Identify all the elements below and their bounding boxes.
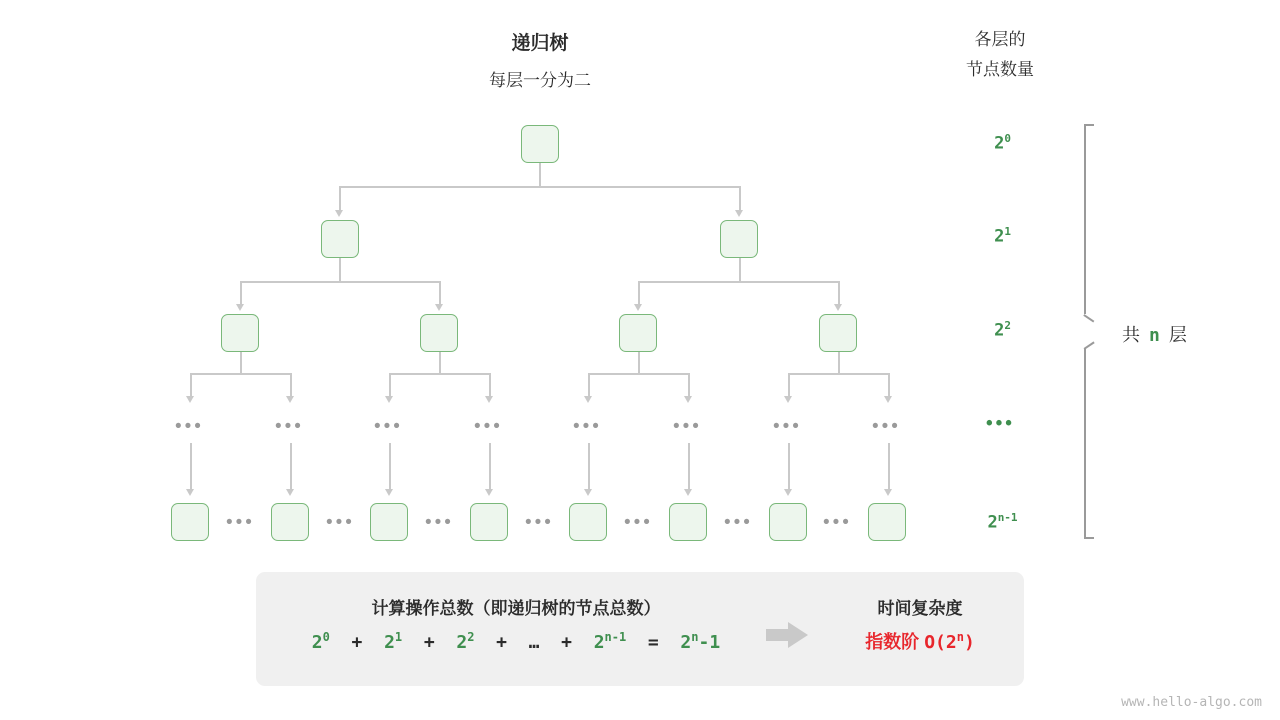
summary-right-value [816, 628, 1024, 654]
edge-arrow [435, 304, 443, 311]
brace-part [1084, 124, 1086, 314]
edge-line [290, 373, 292, 397]
tree-node [370, 503, 408, 541]
complexity-bigo: O(2$^n$) [924, 630, 975, 653]
brace-part [1084, 341, 1095, 349]
edge-line [739, 186, 741, 212]
right-header-line2: 节点数量 [966, 60, 1034, 79]
formula-equals: = [637, 632, 670, 653]
brace-part [1084, 124, 1094, 126]
edge-line [389, 373, 391, 397]
edge-line [190, 373, 290, 375]
edge-line [588, 373, 590, 397]
tree-node [619, 314, 657, 352]
edge-line [240, 281, 440, 283]
summary-formula [256, 630, 776, 653]
edge-arrow [186, 489, 194, 496]
level-count-exp: 2 [1004, 319, 1011, 332]
brace-part [1084, 537, 1094, 539]
edge-line [838, 352, 840, 374]
level-count-last [945, 511, 1060, 533]
edge-line [190, 443, 192, 491]
ellipsis: ••• [275, 416, 304, 437]
ellipsis: ••• [872, 416, 901, 437]
complexity-prefix: 指数阶 [865, 632, 920, 652]
brace-part [1084, 348, 1086, 538]
edge-line [638, 352, 640, 374]
level-count-2 [945, 319, 1060, 341]
total-layers-prefix: 共 [1122, 325, 1142, 345]
edge-arrow [884, 489, 892, 496]
edge-line [588, 373, 688, 375]
edge-line [439, 281, 441, 306]
level-count-1 [945, 225, 1060, 247]
edge-line [290, 443, 292, 491]
edge-line [389, 373, 489, 375]
tree-node [769, 503, 807, 541]
edge-line [638, 281, 838, 283]
page-subtitle: 每层一分为二 [489, 71, 591, 90]
edge-line [888, 373, 890, 397]
formula-term-0: $2^0$ [311, 630, 330, 653]
formula-term-2: $2^2$ [456, 630, 475, 653]
ellipsis: ••• [724, 512, 753, 533]
ellipsis: ••• [573, 416, 602, 437]
tree-node [271, 503, 309, 541]
formula-plus: + [340, 632, 374, 653]
ellipsis: ••• [175, 416, 204, 437]
ellipsis: ••• [425, 512, 454, 533]
edge-line [389, 443, 391, 491]
edge-arrow [584, 489, 592, 496]
edge-arrow [684, 489, 692, 496]
edge-line [788, 443, 790, 491]
total-layers-suffix: 层 [1168, 325, 1189, 345]
edge-arrow [884, 396, 892, 403]
edge-line [788, 373, 790, 397]
edge-arrow [385, 396, 393, 403]
level-count-base: 2 [994, 133, 1005, 154]
edge-line [638, 281, 640, 306]
edge-arrow [834, 304, 842, 311]
level-count-base: 2 [994, 320, 1005, 341]
ellipsis: ••• [624, 512, 653, 533]
edge-line [888, 443, 890, 491]
edge-arrow [286, 396, 294, 403]
summary-left-title: 计算操作总数（即递归树的节点总数） [371, 599, 661, 618]
edge-arrow [186, 396, 194, 403]
edge-arrow [385, 489, 393, 496]
level-count-exp: n-1 [997, 511, 1018, 524]
formula-term-1: $2^1$ [384, 630, 403, 653]
ellipsis: ••• [326, 512, 355, 533]
edge-line [688, 373, 690, 397]
tree-node [221, 314, 259, 352]
tree-node [470, 503, 508, 541]
tree-node [420, 314, 458, 352]
edge-arrow [236, 304, 244, 311]
edge-line [739, 258, 741, 282]
edge-arrow [335, 210, 343, 217]
arrow-right-icon [766, 622, 810, 648]
formula-term-ellipsis: … [528, 632, 540, 653]
level-count-base: 2 [994, 226, 1005, 247]
page-title: 递归树 [511, 33, 569, 54]
brace-part [1084, 314, 1095, 322]
edge-line [539, 163, 541, 187]
summary-right-title: 时间复杂度 [877, 599, 963, 618]
total-layers-label [1122, 321, 1189, 347]
edge-line [489, 373, 491, 397]
summary-panel [256, 572, 1024, 686]
edge-arrow [485, 489, 493, 496]
edge-arrow [784, 489, 792, 496]
edge-arrow [735, 210, 743, 217]
edge-line [588, 443, 590, 491]
formula-result: 2$^n$-1 [680, 630, 721, 653]
tree-node [171, 503, 209, 541]
edge-line [339, 186, 341, 212]
edge-arrow [684, 396, 692, 403]
right-header-line1: 各层的 [974, 30, 1026, 49]
tree-node [669, 503, 707, 541]
level-count-exp: 0 [1004, 132, 1011, 145]
edge-line [339, 186, 740, 188]
tree-node [819, 314, 857, 352]
edge-arrow [584, 396, 592, 403]
tree-node [720, 220, 758, 258]
edge-arrow [485, 396, 493, 403]
formula-term-last: 2$^{n-1}$ [593, 630, 627, 653]
edge-line [240, 352, 242, 374]
ellipsis: ••• [673, 416, 702, 437]
formula-plus: + [550, 632, 583, 653]
tree-node [569, 503, 607, 541]
edge-line [688, 443, 690, 491]
formula-plus: + [413, 632, 446, 653]
ellipsis: ••• [226, 512, 255, 533]
level-count-ellipsis: ••• [986, 413, 1015, 434]
tree-node [521, 125, 559, 163]
total-layers-var: n [1149, 325, 1162, 346]
ellipsis: ••• [773, 416, 802, 437]
edge-line [240, 281, 242, 306]
level-count-exp: 1 [1004, 225, 1011, 238]
tree-node [321, 220, 359, 258]
level-count-0 [945, 132, 1060, 154]
formula-plus: + [485, 632, 518, 653]
edge-line [838, 281, 840, 306]
edge-line [788, 373, 888, 375]
edge-line [190, 373, 192, 397]
edge-arrow [784, 396, 792, 403]
edge-line [489, 443, 491, 491]
ellipsis: ••• [374, 416, 403, 437]
edge-line [439, 352, 441, 374]
watermark: www.hello-algo.com [1121, 695, 1262, 710]
ellipsis: ••• [823, 512, 852, 533]
edge-line [339, 258, 341, 282]
ellipsis: ••• [474, 416, 503, 437]
edge-arrow [286, 489, 294, 496]
level-count-base: 2 [987, 512, 998, 533]
tree-node [868, 503, 906, 541]
ellipsis: ••• [525, 512, 554, 533]
edge-arrow [634, 304, 642, 311]
